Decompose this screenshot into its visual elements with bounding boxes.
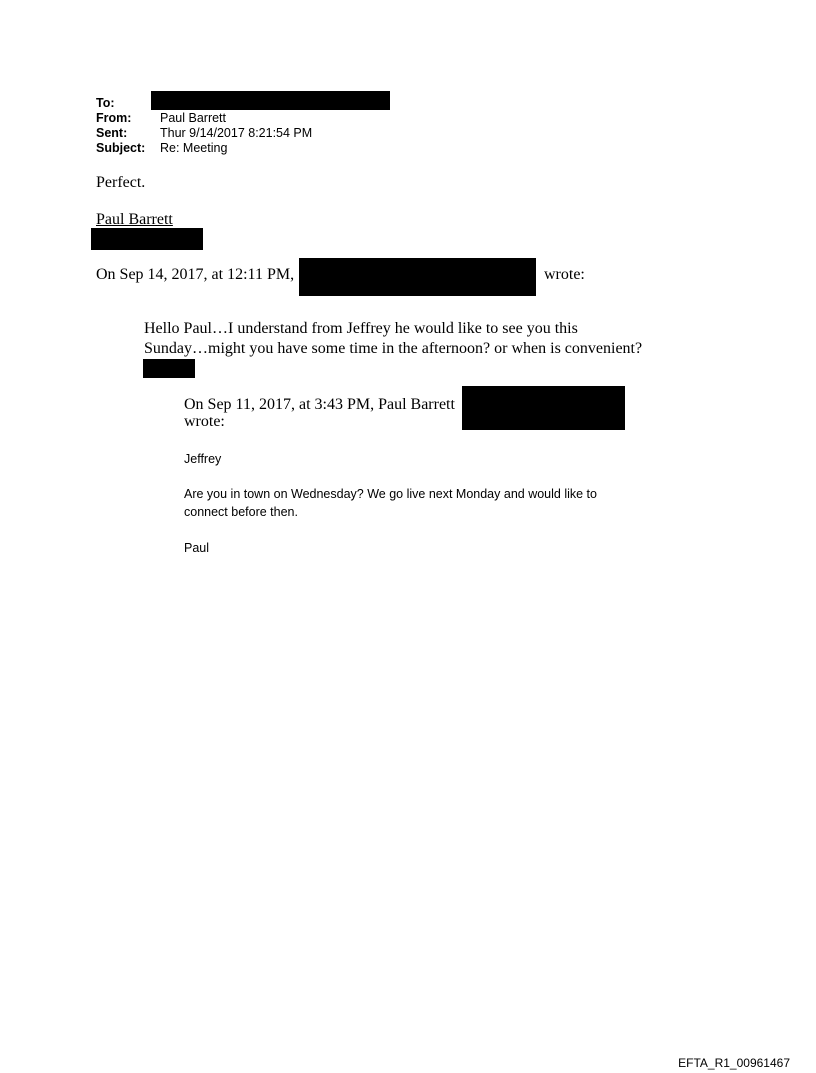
quote2-greeting: Jeffrey <box>184 452 222 466</box>
redaction-quote2-email <box>462 386 625 430</box>
sent-row <box>96 126 312 141</box>
redaction-to-recipient <box>151 91 390 110</box>
quote2-intro-line1: On Sep 11, 2017, at 3:43 PM, Paul Barrett <box>184 396 455 413</box>
quote1-intro: On Sep 14, 2017, at 12:11 PM, <box>96 266 295 283</box>
to-label: To: <box>96 96 115 110</box>
quote2-signoff: Paul <box>184 541 210 555</box>
redaction-quote1-sender <box>299 258 536 296</box>
quote2-body-line2: connect before then. <box>184 505 298 519</box>
quote1-intro-wrote: wrote: <box>544 266 585 283</box>
redaction-quote1-signature <box>143 359 195 378</box>
quote2-intro-line2: wrote: <box>184 413 225 430</box>
reply-body: Perfect. <box>96 174 146 191</box>
subject-label: Subject: <box>96 141 146 155</box>
from-label: From: <box>96 111 132 125</box>
reply-signature: Paul Barrett <box>96 211 173 228</box>
subject-value: Re: Meeting <box>160 141 228 155</box>
from-row <box>96 111 312 126</box>
quote1-line1: Hello Paul…I understand from Jeffrey he would like to see you this <box>144 320 578 337</box>
sent-label: Sent: <box>96 126 128 140</box>
quote1-line2: Sunday…might you have some time in the afternoon? or when is convenient? <box>144 340 643 357</box>
subject-row <box>96 141 312 156</box>
redaction-signature-contact <box>91 228 203 250</box>
sent-value: Thur 9/14/2017 8:21:54 PM <box>160 126 313 140</box>
quote2-body-line1: Are you in town on Wednesday? We go live next Monday and would like to <box>184 487 597 501</box>
from-value: Paul Barrett <box>160 111 227 125</box>
document-id: EFTA_R1_00961467 <box>678 1056 790 1070</box>
